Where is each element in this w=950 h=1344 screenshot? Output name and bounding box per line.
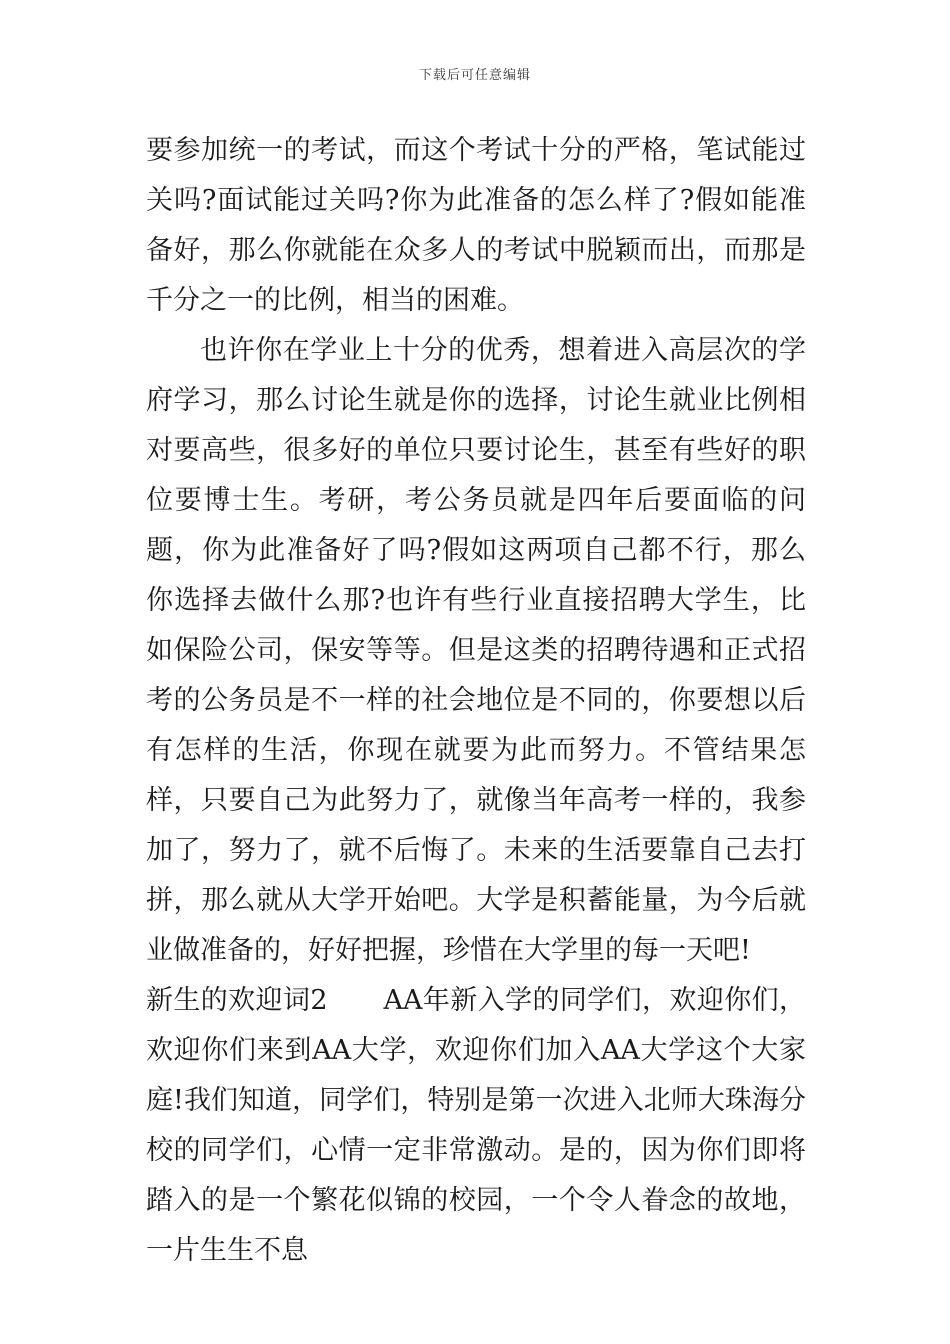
paragraph-2: 也许你在学业上十分的优秀，想着进入高层次的学府学习，那么讨论生就是你的选择，讨论生就业比例相对要高些，很多好的单位只要讨论生，甚至有些好的职位要博士生。考研，考公务员就是四年后要面临的问题，你为此准备好了吗?假如这两项自己都不行，那么你选择去做什么那?也许有些行业直接招聘大学生，比如保险公司，保安等等。但是这类的招聘待遇和正式招考的公务员是不一样的社会地位是不同的，你要想以后有怎样的生活，你现在就要为此而努力。不管结果怎样，只要自己为此努力了，就像当年高考一样的，我参加了，努力了，就不后悔了。未来的生活要靠自己去打拼，那么就从大学开始吧。大学是积蓄能量，为今后就业做准备的，好好把握，珍惜在大学里的每一天吧!: [146, 335, 806, 966]
section-title: 新生的欢迎词2: [146, 985, 328, 1016]
page-header: 下载后可任意编辑: [418, 68, 531, 83]
document-body: [146, 126, 806, 1276]
paragraph-1: 要参加统一的考试，而这个考试十分的严格，笔试能过关吗?面试能过关吗?你为此准备的怎么样了?假如能准备好，那么你就能在众多人的考试中脱颖而出，而那是千分之一的比例，相当的困难。: [146, 135, 806, 316]
paragraph-welcome: [146, 976, 806, 1276]
section-text: AA年新入学的同学们，欢迎你们，欢迎你们来到AA大学，欢迎你们加入AA大学这个大家庭!我们知道，同学们，特别是第一次进入北师大珠海分校的同学们，心情一定非常激动。是的，因为你们即将踏入的是一个繁花似锦的校园，一个令人眷念的故地，一片生生不息: [146, 985, 806, 1266]
